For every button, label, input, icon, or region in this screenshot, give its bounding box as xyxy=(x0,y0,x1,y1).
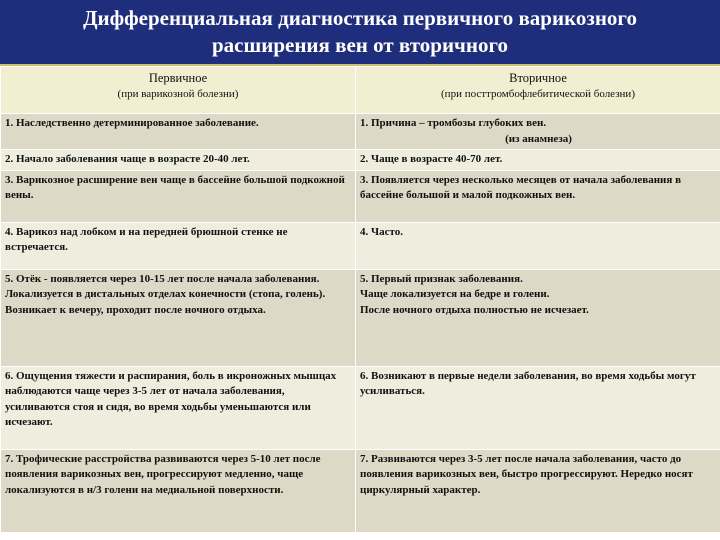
cell-secondary xyxy=(356,222,720,269)
table-row xyxy=(1,449,720,532)
column-header-secondary xyxy=(356,67,720,114)
cell-text: 1. Наследственно детерминированное заболевание. xyxy=(5,117,259,129)
cell-text: 1. Причина – тромбозы глубоких вен. xyxy=(360,117,547,129)
cell-text: 4. Часто. xyxy=(360,225,403,238)
cell-text: 3. Появляется через несколько месяцев от начала заболевания в бассейне большой и малой подкожных вен. xyxy=(360,173,682,201)
table-row xyxy=(1,170,720,222)
column-header-secondary-sublabel: (при посттромбофлебитической болезни) xyxy=(441,88,635,100)
slide-title-line-1: Дифференциальная диагностика первичного варикозного xyxy=(83,6,637,30)
table-header-row xyxy=(1,67,720,114)
cell-text: 6. Ощущения тяжести и распирания, боль в икроножных мышцах наблюдаются чаще через 3-5 лет от начала заболевания, усиливаются стоя и сидя, во время ходьбы уменьшаются или исчезают. xyxy=(5,369,337,428)
cell-text: 2. Чаще в возрасте 40-70 лет. xyxy=(360,153,503,165)
cell-secondary xyxy=(356,150,720,171)
comparison-table xyxy=(0,66,720,533)
cell-text: 6. Возникают в первые недели заболевания, во время ходьбы могут усиливаться. xyxy=(360,369,696,397)
column-header-primary-label: Первичное xyxy=(148,71,208,85)
cell-secondary xyxy=(356,269,720,366)
cell-text: 4. Варикоз над лобком и на передней брюшной стенке не встречается. xyxy=(5,225,288,253)
table-row xyxy=(1,114,720,150)
cell-secondary xyxy=(356,170,720,222)
cell-text: Локализуется в дистальных отделах конечности (стопа, голень). xyxy=(5,288,326,300)
cell-text: (из анамнеза) xyxy=(505,132,572,145)
table-row xyxy=(1,269,720,366)
cell-text: 3. Варикозное расширение вен чаще в бассейне большой подкожной вены. xyxy=(5,173,345,201)
cell-text: 2. Начало заболевания чаще в возрасте 20-40 лет. xyxy=(5,153,250,165)
cell-primary xyxy=(1,150,356,171)
cell-text: 5. Первый признак заболевания. xyxy=(360,272,523,285)
column-header-primary-sublabel: (при варикозной болезни) xyxy=(117,88,239,100)
table-row xyxy=(1,150,720,171)
cell-primary xyxy=(1,114,356,150)
cell-text: 5. Отёк - появляется через 10-15 лет после начала заболевания. xyxy=(5,272,320,285)
slide-title-line-2: расширения вен от вторичного xyxy=(211,33,509,57)
cell-secondary xyxy=(356,114,720,150)
cell-text: После ночного отдыха полностью не исчезает. xyxy=(360,303,589,316)
table-row xyxy=(1,222,720,269)
cell-primary xyxy=(1,449,356,532)
cell-primary xyxy=(1,366,356,449)
cell-primary xyxy=(1,222,356,269)
cell-text: Чаще локализуется на бедре и голени. xyxy=(360,288,550,300)
column-header-secondary-label: Вторичное xyxy=(509,71,567,85)
slide-title xyxy=(83,5,637,59)
cell-text: 7. Развиваются через 3-5 лет после начала заболевания, часто до появления варикозных вен, быстро прогрессируют. Нередко носят циркулярный характер. xyxy=(360,452,693,496)
table-row xyxy=(1,366,720,449)
cell-text: 7. Трофические расстройства развиваются через 5-10 лет после появления варикозных вен, прогрессируют медленно, чаще локализуются в н/3 голени на медиальной поверхности. xyxy=(5,452,321,496)
column-header-primary xyxy=(1,67,356,114)
cell-primary xyxy=(1,170,356,222)
cell-secondary xyxy=(356,449,720,532)
cell-text: Возникает к вечеру, проходит после ночного отдыха. xyxy=(5,303,266,316)
title-bar xyxy=(0,0,720,66)
cell-primary xyxy=(1,269,356,366)
cell-secondary xyxy=(356,366,720,449)
